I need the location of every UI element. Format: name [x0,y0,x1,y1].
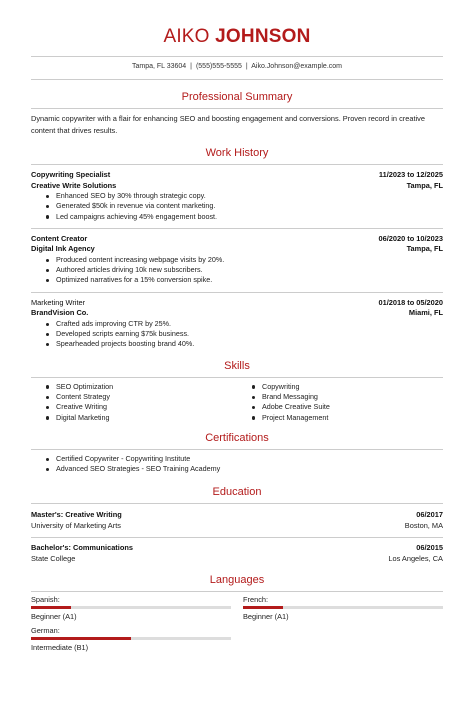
job-divider [31,292,443,293]
skill-item: Digital Marketing [46,413,237,423]
education-school: State College [31,553,76,563]
job-bullet: Developed scripts earning $75k business. [46,329,443,339]
skill-item: Project Management [252,413,443,423]
skills-divider [31,377,443,378]
job-dates: 06/2020 to 10/2023 [378,233,443,243]
job-bullet: Led campaigns achieving 45% engagement boost. [46,212,443,222]
language-level: Beginner (A1) [243,612,289,622]
certification-item: Advanced SEO Strategies - SEO Training Academy [46,464,443,474]
job-entry [31,234,443,286]
job-dates: 01/2018 to 05/2020 [378,297,443,307]
contact-separator: | [190,63,192,70]
job-bullet: Optimized narratives for a 15% conversion spike. [46,275,443,285]
work-history-title: Work History [205,147,269,159]
skill-item: Creative Writing [46,402,237,412]
summary-text: Dynamic copywriter with a flair for enhancing SEO and boosting engagement and conversions. Proven record in creative content that drives results. [31,114,425,135]
education-entry [31,543,443,564]
contact-location: Tampa, FL 33604 [131,63,187,70]
candidate-name [31,25,443,49]
language-name: German: [31,626,60,636]
job-bullet: Generated $50k in revenue via content marketing. [46,201,443,211]
job-bullets [46,255,443,286]
languages-title: Languages [209,574,265,587]
job-location: Tampa, FL [406,180,443,190]
job-position: Copywriting Specialist [31,170,111,179]
job-bullets [46,319,443,350]
language-name: French: [243,595,269,605]
job-bullets [46,191,443,222]
contact-phone: (555)555-5555 [195,63,242,70]
job-location: Miami, FL [408,308,443,318]
education-degree: Bachelor's: Communications [31,543,133,553]
languages-list [31,595,443,653]
skills-title: Skills [224,359,250,372]
contact-divider [31,79,443,80]
languages-divider [31,591,443,592]
education-school: University of Marketing Arts [31,520,121,530]
education-entry-divider [31,537,443,538]
language-item [243,595,443,622]
language-proficiency-bar [31,637,231,640]
education-entry [31,510,443,531]
language-name: Spanish: [31,595,60,605]
contact-separator: | [245,63,248,70]
job-company: Digital Ink Agency [31,244,95,254]
certification-item: Certified Copywriter - Copywriting Institute [46,454,443,464]
language-level: Intermediate (B1) [31,643,89,653]
language-level: Beginner (A1) [31,612,77,622]
job-company: Creative Write Solutions [31,180,117,190]
job-position: Content Creator [31,233,88,243]
job-position: Marketing Writer [31,297,86,307]
contact-email: Aiko.Johnson@example.com [251,63,342,70]
job-dates: 11/2023 to 12/2025 [378,170,443,179]
skill-item: Adobe Creative Suite [252,402,443,412]
last-name: JOHNSON [215,26,311,47]
language-proficiency-fill [31,637,131,640]
skill-item: SEO Optimization [46,382,237,392]
job-location: Tampa, FL [406,244,443,254]
language-item [31,626,231,653]
summary-title: Professional Summary [181,91,293,103]
skills-right-column [252,382,443,423]
education-divider [31,503,443,504]
skill-item: Content Strategy [46,392,237,402]
skills-list [31,382,443,423]
first-name: AIKO [163,26,210,47]
certifications-divider [31,449,443,450]
language-item [31,595,231,622]
skill-item: Brand Messaging [252,392,443,402]
education-location: Los Angeles, CA [388,553,443,563]
job-bullet: Produced content increasing webpage visits by 20%. [46,255,443,265]
job-company: BrandVision Co. [31,308,89,318]
language-proficiency-fill [31,606,71,609]
job-bullet: Authored articles driving 10k new subscribers. [46,265,443,275]
job-bullet: Enhanced SEO by 30% through strategic copy. [46,191,443,201]
language-proficiency-bar [243,606,443,609]
skill-item: Copywriting [252,382,443,392]
work-history-divider [31,164,443,165]
certifications-title: Certifications [205,431,269,444]
job-entry [31,298,443,350]
contact-line [31,61,443,72]
summary-divider [31,108,443,109]
language-proficiency-bar [31,606,231,609]
resume-page [0,25,474,711]
job-bullet: Crafted ads improving CTR by 25%. [46,319,443,329]
education-date: 06/2017 [416,510,443,520]
language-proficiency-fill [243,606,283,609]
skills-left-column [46,382,237,423]
header-divider [31,56,443,57]
job-entry [31,170,443,222]
education-date: 06/2015 [416,543,443,553]
certifications-list [46,454,443,475]
job-divider [31,228,443,229]
education-location: Boston, MA [404,520,443,530]
education-degree: Master's: Creative Writing [31,510,122,520]
education-title: Education [212,486,262,499]
job-bullet: Spearheaded projects boosting brand 40%. [46,339,443,349]
